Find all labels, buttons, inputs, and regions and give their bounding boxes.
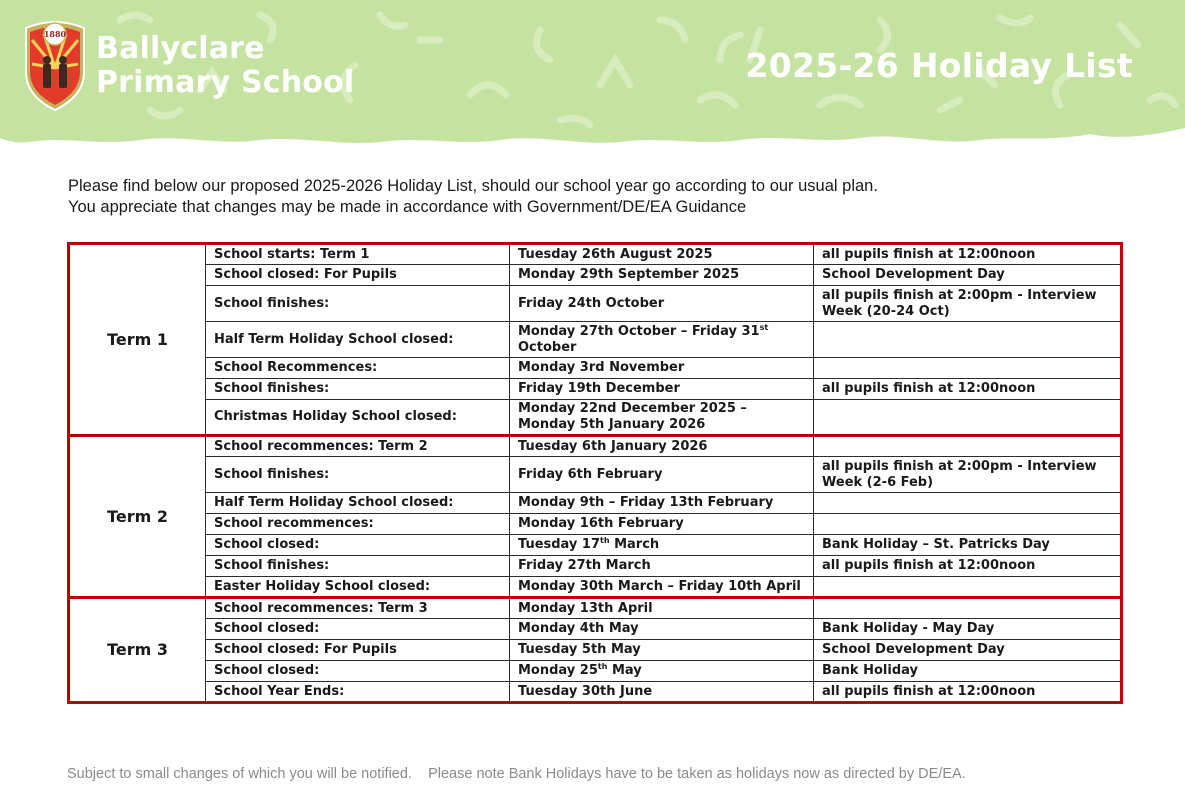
event-cell: School recommences: Term 3	[206, 598, 510, 619]
table-row	[69, 286, 1122, 322]
event-cell: Easter Holiday School closed:	[206, 577, 510, 598]
date-cell	[510, 322, 814, 358]
table-row	[69, 640, 1122, 661]
date-ordinal-suffix: th	[597, 662, 608, 671]
note-cell	[814, 514, 1122, 535]
note-cell: all pupils finish at 2:00pm - Interview Week (2-6 Feb)	[814, 457, 1122, 493]
term-label: Term 1	[69, 244, 206, 436]
event-cell: School closed:	[206, 619, 510, 640]
date-text: Tuesday 17	[518, 537, 601, 552]
event-cell: School Recommences:	[206, 358, 510, 379]
date-cell: Friday 6th February	[510, 457, 814, 493]
event-cell: School Year Ends:	[206, 682, 510, 703]
note-cell	[814, 400, 1122, 436]
school-name-line1: Ballyclare	[96, 31, 265, 66]
date-cell: Monday 9th – Friday 13th February	[510, 493, 814, 514]
note-cell: all pupils finish at 2:00pm - Interview Week (20-24 Oct)	[814, 286, 1122, 322]
note-cell: Bank Holiday – St. Patricks Day	[814, 535, 1122, 556]
date-ordinal-suffix: th	[600, 536, 610, 545]
date-cell: Monday 4th May	[510, 619, 814, 640]
term-label: Term 3	[69, 598, 206, 703]
note-cell	[814, 358, 1122, 379]
date-cell: Monday 13th April	[510, 598, 814, 619]
note-cell	[814, 436, 1122, 457]
date-ordinal-suffix: st	[759, 322, 769, 332]
date-text-tail: March	[609, 537, 660, 552]
table-row	[69, 265, 1122, 286]
table-row	[69, 661, 1122, 682]
table-row	[69, 493, 1122, 514]
table-row	[69, 379, 1122, 400]
date-cell: Tuesday 30th June	[510, 682, 814, 703]
table-row	[69, 535, 1122, 556]
note-cell: School Development Day	[814, 265, 1122, 286]
date-text-tail: May	[607, 663, 642, 678]
note-cell: Bank Holiday - May Day	[814, 619, 1122, 640]
date-cell: Tuesday 6th January 2026	[510, 436, 814, 457]
event-cell: School finishes:	[206, 457, 510, 493]
table-row	[69, 556, 1122, 577]
footer-note: Subject to small changes of which you will be notified. Please note Bank Holidays have to be taken as holidays now as directed by DE/EA.	[67, 766, 966, 782]
event-cell: School finishes:	[206, 379, 510, 400]
svg-text:1880: 1880	[43, 29, 67, 39]
intro-line-1: Please find below our proposed 2025-2026 Holiday List, should our school year go according to our usual plan.	[68, 177, 878, 195]
date-cell: Tuesday 5th May	[510, 640, 814, 661]
note-cell	[814, 322, 1122, 358]
table-row	[69, 436, 1122, 457]
table-row	[69, 682, 1122, 703]
school-crest-icon	[22, 20, 88, 112]
note-cell: School Development Day	[814, 640, 1122, 661]
date-text: Monday 25	[518, 663, 598, 678]
event-cell: Half Term Holiday School closed:	[206, 322, 510, 358]
note-cell: all pupils finish at 12:00noon	[814, 379, 1122, 400]
note-cell: all pupils finish at 12:00noon	[814, 556, 1122, 577]
holiday-table-wrapper	[67, 242, 1120, 704]
note-cell: Bank Holiday	[814, 661, 1122, 682]
note-cell	[814, 493, 1122, 514]
holiday-table	[67, 242, 1123, 704]
table-row	[69, 244, 1122, 265]
event-cell: School closed: For Pupils	[206, 265, 510, 286]
date-cell: Friday 24th October	[510, 286, 814, 322]
note-cell	[814, 577, 1122, 598]
date-cell	[510, 661, 814, 682]
event-cell: Half Term Holiday School closed:	[206, 493, 510, 514]
date-cell: Friday 27th March	[510, 556, 814, 577]
note-cell	[814, 598, 1122, 619]
school-name	[96, 32, 354, 100]
event-cell: School recommences:	[206, 514, 510, 535]
table-row	[69, 577, 1122, 598]
table-row	[69, 400, 1122, 436]
event-cell: Christmas Holiday School closed:	[206, 400, 510, 436]
table-row	[69, 598, 1122, 619]
note-cell: all pupils finish at 12:00noon	[814, 682, 1122, 703]
date-cell: Monday 16th February	[510, 514, 814, 535]
event-cell: School closed: For Pupils	[206, 640, 510, 661]
date-text-tail: October	[518, 339, 577, 355]
table-row	[69, 619, 1122, 640]
term-label: Term 2	[69, 436, 206, 598]
table-row	[69, 358, 1122, 379]
event-cell: School finishes:	[206, 286, 510, 322]
table-row	[69, 514, 1122, 535]
event-cell: School finishes:	[206, 556, 510, 577]
note-cell: all pupils finish at 12:00noon	[814, 244, 1122, 265]
date-cell: Friday 19th December	[510, 379, 814, 400]
date-cell: Monday 29th September 2025	[510, 265, 814, 286]
date-cell: Monday 22nd December 2025 – Monday 5th January 2026	[510, 400, 814, 436]
table-row	[69, 457, 1122, 493]
intro-text	[68, 176, 878, 218]
page-header	[0, 0, 1185, 150]
date-cell: Tuesday 26th August 2025	[510, 244, 814, 265]
intro-line-2: You appreciate that changes may be made in accordance with Government/DE/EA Guidance	[68, 198, 747, 216]
event-cell: School recommences: Term 2	[206, 436, 510, 457]
date-cell	[510, 535, 814, 556]
event-cell: School starts: Term 1	[206, 244, 510, 265]
table-row	[69, 322, 1122, 358]
date-text: Monday 27th October – Friday 31	[518, 323, 760, 339]
school-name-line2: Primary School	[96, 65, 355, 100]
date-cell: Monday 30th March – Friday 10th April	[510, 577, 814, 598]
holiday-table-body	[69, 244, 1122, 703]
event-cell: School closed:	[206, 661, 510, 682]
date-cell: Monday 3rd November	[510, 358, 814, 379]
event-cell: School closed:	[206, 535, 510, 556]
page-title: 2025-26 Holiday List	[745, 46, 1133, 85]
